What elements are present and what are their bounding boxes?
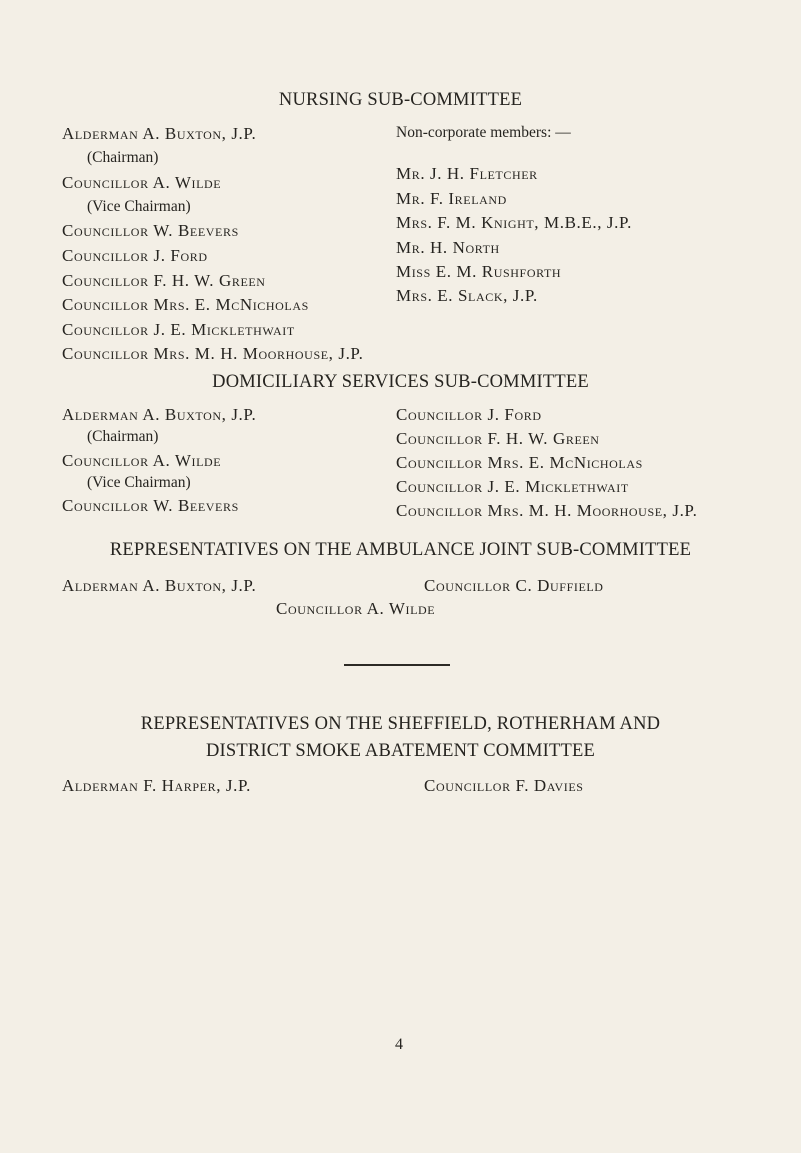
member-line: Miss E. M. Rushforth [396,262,562,281]
non-corporate-label: Non-corporate members: — [396,124,571,141]
member-line: Councillor Mrs. E. McNicholas [62,295,309,314]
smoke-heading-line1: REPRESENTATIVES ON THE SHEFFIELD, ROTHERHAM AND [140,714,661,734]
role-note: (Chairman) [87,428,159,445]
member-line: Councillor A. Wilde [62,173,222,192]
member-line: Alderman A. Buxton, J.P. [62,124,257,143]
role-note: (Vice Chairman) [87,474,191,491]
member-line: Councillor W. Beevers [62,496,239,515]
member-line: Councillor F. H. W. Green [396,429,600,448]
divider-rule [344,664,450,666]
page-number: 4 [395,1036,403,1053]
member-line: Councillor W. Beevers [62,221,239,240]
member-line: Councillor J. E. Micklethwait [396,477,629,496]
member-line: Mr. J. H. Fletcher [396,164,538,183]
nursing-heading: NURSING SUB-COMMITTEE [278,90,523,110]
domiciliary-heading: DOMICILIARY SERVICES SUB-COMMITTEE [212,372,589,392]
member-line: Councillor Mrs. M. H. Moorhouse, J.P. [396,501,698,520]
member-line: Councillor F. H. W. Green [62,271,266,290]
member-line: Mrs. E. Slack, J.P. [396,286,538,305]
member-line: Councillor Mrs. M. H. Moorhouse, J.P. [62,344,364,363]
member-line: Mrs. F. M. Knight, M.B.E., J.P. [396,213,632,232]
ambulance-center-member: Councillor A. Wilde [276,599,436,618]
role-note: (Vice Chairman) [87,198,191,215]
smoke-heading-line2: DISTRICT SMOKE ABATEMENT COMMITTEE [206,741,595,761]
ambulance-heading: REPRESENTATIVES ON THE AMBULANCE JOINT SUB-COMMITTEE [109,540,692,560]
member-line: Alderman A. Buxton, J.P. [62,405,257,424]
member-line: Councillor Mrs. E. McNicholas [396,453,643,472]
member-line: Mr. F. Ireland [396,189,507,208]
ambulance-right-member: Councillor C. Duffield [424,576,604,595]
role-note: (Chairman) [87,149,159,166]
smoke-right-member: Councillor F. Davies [424,776,584,795]
smoke-left-member: Alderman F. Harper, J.P. [62,776,251,795]
member-line: Councillor J. Ford [396,405,542,424]
member-line: Councillor J. E. Micklethwait [62,320,295,339]
member-line: Councillor A. Wilde [62,451,222,470]
member-line: Councillor J. Ford [62,246,208,265]
ambulance-left-member: Alderman A. Buxton, J.P. [62,576,257,595]
member-line: Mr. H. North [396,238,500,257]
